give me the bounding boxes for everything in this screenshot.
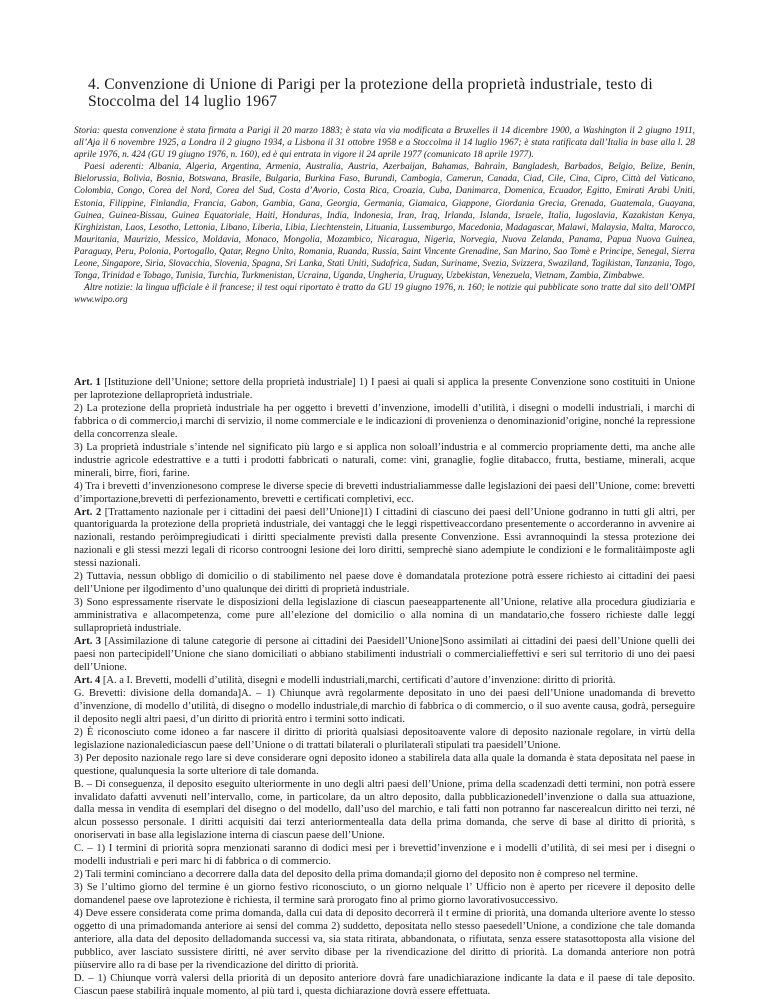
document-title: 4. Convenzione di Unione di Parigi per la protezione della proprietà industriale, testo di Stoccolma del 14 luglio 1967 xyxy=(88,76,653,110)
note-other-info: Altre notizie: la lingua ufficiale è il francese; il test oqui riportato è tratto da GU 19 giugno 1976, n. 160; le notizie qui pubblicate sono tratte dal sito dell’OMPI www.wipo.org xyxy=(74,283,695,306)
paragraph-text: 2) È riconosciuto come idoneo a far nascere il diritto di priorità qualsiasi depositoavente valore di deposito nazionale regolare, in virtù della legislazione nazionalediciascun paese dell’Unione o di trattati bilaterali o plurilaterali stipulati tra paesidell’Unione. xyxy=(74,726,695,751)
paragraph-text: 3) Per deposito nazionale rego lare si deve considerare ogni deposito idoneo a stabilirela data alla quale la domanda è stata depositata nel paese in questione, qualunquesia la sorte ulteriore di tale domanda. xyxy=(74,752,695,777)
paragraph-text: [Assimilazione di talune categorie di persone ai cittadini dei Paesidell’Unione]Sono assimilati ai cittadini dei paesi dell’Unione quelli dei paesi non partecipidell’Unione che siano domiciliati o abbiano stabilimenti industriali o commercialieffettivi e seri sul territorio di uno dei paesi dell’Unione. xyxy=(74,636,695,673)
paragraph xyxy=(74,597,695,636)
paragraph-text: 4) Tra i brevetti d’invenzionesono comprese le diverse specie di brevetti industrialiammesse dalle legislazioni dei paesi dell’Unione, come: brevetti d’importazione,brevetti di perfezionamento, brevetti e certificati completivi, ecc. xyxy=(74,480,695,505)
paragraph xyxy=(74,869,695,882)
paragraph-text: C. – 1) I termini di priorità sopra menzionati saranno di dodici mesi per i brevettid’invenzione e i modelli d’utilità, di sei mesi per i disegni o modelli industriali e peri marc hi di fabbrica o di commercio. xyxy=(74,843,695,868)
article-heading: Art. 3 xyxy=(74,636,102,648)
paragraph-text: 2) Tuttavia, nessun obbligo di domicilio o di stabilimento nel paese dove è domandatala protezione potrà essere richiesto ai cittadini dei paesi dell’Unione per ilgodimento d’uno qualunque dei diritti di proprietà industriale. xyxy=(74,571,695,596)
paragraph xyxy=(74,688,695,727)
article-heading: Art. 2 xyxy=(74,506,102,518)
paragraph xyxy=(74,481,695,507)
paragraph-text: [A. a I. Brevetti, modelli d’utilità, disegni e modelli industriali,marchi, certificati d’autore d’invenzione: diritto di priorità. xyxy=(100,674,616,686)
paragraph xyxy=(74,973,695,999)
paragraph-text: [Istituzione dell’Unione; settore della proprietà industriale] 1) I paesi ai quali si applica la presente Convenzione sono costituiti in Unione per laprotezione dellaproprietà industriale. xyxy=(74,377,695,401)
paragraph-text: 3) Se l’ultimo giorno del termine è un giorno festivo riconosciuto, o un giorno nelquale l’ Ufficio non è aperto per ricevere il deposito delle domandenel paese ove laprotezione è richiesta, il termine sarà prorogato fino al primo giorno lavorativosuccessivo. xyxy=(74,882,695,907)
paragraph-text: 4) Deve essere considerata come prima domanda, dalla cui data di deposito decorrerà il t ermine di priorità, una domanda ulteriore avente lo stesso oggetto di una primadomanda anteriore ai sensi del comma 2) suddetto, depositata nello stesso paesedell’Unione, a condizione che tale domanda anteriore, alla data del deposito delladomanda successi va, sia stata ritirata, abbandonata, o rifiutata, senza essere statasottoposta alla visione del pubblico, aver lasciato sussistere diritti, né aver servito dibase per la rivendicazione del diritto di priorità. La domanda anteriore non potrà piùservire allo ra di base per la rivendicazione del diritto di priorità. xyxy=(74,908,695,971)
paragraph-text: G. Brevetti: divisione della domanda]A. – 1) Chiunque avrà regolarmente depositato in uno dei paesi dell’Unione unadomanda di brevetto d’invenzione, di modello d’utilità, di disegno o modello industriale,di marchio di fabbrica o di commercio, o il suo avente causa, godrà, perseguire il deposito negli altri paesi, d’un diritto di priorità entro i termini sotto indicati. xyxy=(74,687,695,725)
paragraph xyxy=(74,779,695,844)
paragraph xyxy=(74,636,695,675)
article-heading: Art. 4 xyxy=(74,674,101,686)
paragraph xyxy=(74,675,695,688)
paragraph-text: 2) La protezione della proprietà industriale ha per oggetto i brevetti d’invenzione, imodelli d’utilità, i disegni o modelli industriali, i marchi di fabbrica o di commercio,i marchi di servizio, il nome commerciale e le indicazioni di provenienza o denominazionid’origine, nonché la repressione della concorrenza sleale. xyxy=(74,402,695,440)
paragraph xyxy=(74,908,695,973)
editorial-notes xyxy=(74,125,695,306)
paragraph-text: B. – Di conseguenza, il deposito eseguito ulteriormente in uno degli altri paesi dell’Unione, prima della scadenzadi detti termini, non potrà essere invalidato dafatti avvenuti nell’intervallo, come, in particolare, da un altro deposito, dalla pubblicazionedell’invenzione o dalla sua attuazione, dalla messa in vendita di esemplari del disegno o del modello, dall’uso del marchio, e tali fatti non potranno far nascerealcun diritto nei terzi, né alcun possesso personale. I diritti acquisiti dai terzi anteriormentealla data della prima domanda, che serve di base al diritto di priorità, s onoriservati in base alla legislazione interna di ciascun paese dell’Unione. xyxy=(74,778,695,842)
paragraph-text: 2) Tali termini cominciano a decorrere dalla data del deposito della prima domanda;il giorno del deposito non è compreso nel termine. xyxy=(74,869,638,881)
note-history: Storia: questa convenzione è stata firmata a Parigi il 20 marzo 1883; è stata via via modificata a Bruxelles il 14 dicembre 1900, a Washington il 2 giugno 1911, all’Aja il 6 novembre 1925, a Londra il 2 giugno 1934, a Lisbona il 31 ottobre 1958 e a Stoccolma il 14 luglio 1967; è stata ratificata dall’Italia in base alla l. 28 aprile 1976, n. 424 (GU 19 giugno 1976, n. 160), ed è qui entrata in vigore il 24 aprile 1977 (comunicato 18 aprile 1977). xyxy=(74,126,695,161)
paragraph xyxy=(74,377,695,403)
paragraph xyxy=(74,753,695,779)
paragraph xyxy=(74,403,695,442)
paragraph xyxy=(74,571,695,597)
note-member-countries: Paesi aderenti: Albania, Algeria, Argentina, Armenia, Australia, Austria, Azerbaijan, Bahamas, Bahrain, Bangladesh, Barbados, Belgio, Belize, Benin, Bielorussia, Bolivia, Bosnia, Botswana, Brasile, Bulgaria, Burkina Faso, Burundi, Cambogia, Camerun, Canada, Ciad, Cile, Cina, Cipro, Città del Vaticano, Colombia, Congo, Corea del Nord, Corea del Sud, Costa d’Avorio, Costa Rica, Croazia, Cuba, Danimarca, Domenica, Ecuador, Egitto, Emirati Arabi Uniti, Estonia, Filippine, Finlandia, Francia, Gabon, Gambia, Gana, Georgia, Germania, Giamaica, Giappone, Giordania Grecia, Grenada, Guatemala, Guayana, Guinea, Guinea-Bissau, Guinea Equatoriale, Haiti, Honduras, India, Indonesia, Iran, Iraq, Irlanda, Islanda, Israele, Italia, Iugoslavia, Kazakistan Kenya, Kirghizistan, Laos, Lesotho, Lettonia, Libano, Liberia, Libia, Liechtenstein, Lituania, Lussemburgo, Macedonia, Madagascar, Malawi, Malaysia, Malta, Marocco, Mauritania, Maurizio, Messico, Moldavia, Monaco, Mongolia, Mozambico, Nicaragua, Nigeria, Norvegia, Nuova Zelanda, Panama, Papua Nuova Guinea, Paraguay, Peru, Polonia, Portogallo, Qatar, Regno Unito, Romania, Ruanda, Russia, Saint Vincente Grenadine, San Marino, Sao Tomè e Principe, Senegal, Sierra Leone, Singapore, Siria, Slovacchia, Slovenia, Spagna, Sri Lanka, Stati Uniti, Sudafrica, Sudan, Suriname, Svezia, Svizzera, Swaziland, Tagikistan, Tanzania, Togo, Tonga, Trinidad e Tobago, Tunisia, Turchia, Turkmenistan, Ucraina, Uganda, Ungheria, Uruguay, Uzbekistan, Venezuela, Vietnam, Zambia, Zimbabwe. xyxy=(74,162,695,282)
paragraph-text: 3) Sono espressamente riservate le disposizioni della legislazione di ciascun paeseappartenente all’Unione, relative alla procedura giudiziaria e amministrativa e allacompetenza, come pure all’elezione del domicilio o alla nomina di un mandatario,che fossero richieste dalle leggi sullaproprietà industriale. xyxy=(74,597,695,635)
paragraph-text: [Trattamento nazionale per i cittadini dei paesi dell’Unione]1) I cittadini di ciascuno dei paesi dell’Unione godranno in tutti gli altri, per quantoriguarda la protezione della proprietà industriale, dei vantaggi che le leggi rispettiveaccordano presentemente o accorderanno in avvenire ai nazionali, restando peròimpregiudicati i diritti specialmente previsti dalla presente Convenzione. Essi avrannoquindi la stessa protezione dei nazionali e gli stessi mezzi legali di ricorso controogni lesione dei loro diritti, semprechè siano adempiute le condizioni e le formalitàimposte agli stessi nazionali. xyxy=(74,506,695,570)
paragraph-text: D. – 1) Chiunque vorrà valersi della priorità di un deposito anteriore dovrà fare unadichiarazione indicante la data e il paese di tale deposito. Ciascun paese stabilirà inquale momento, al più tard i, questa dichiarazione dovrà essere effettuata. xyxy=(74,972,695,997)
paragraph xyxy=(74,843,695,869)
paragraph xyxy=(74,507,695,572)
convention-text xyxy=(74,377,695,999)
paragraph xyxy=(74,882,695,908)
paragraph xyxy=(74,442,695,481)
article-heading: Art. 1 xyxy=(74,377,101,388)
paragraph xyxy=(74,727,695,753)
paragraph-text: 3) La proprietà industriale s’intende nel significato più largo e si applica non soloall’industria e al commercio propriamente detti, ma anche alle industrie agricole edestrattive e a tutti i prodotti fabbricati o naturali, come: vini, granaglie, foglie ditabacco, frutta, bestiame, minerali, acque minerali, birre, fiori, farine. xyxy=(74,441,695,479)
